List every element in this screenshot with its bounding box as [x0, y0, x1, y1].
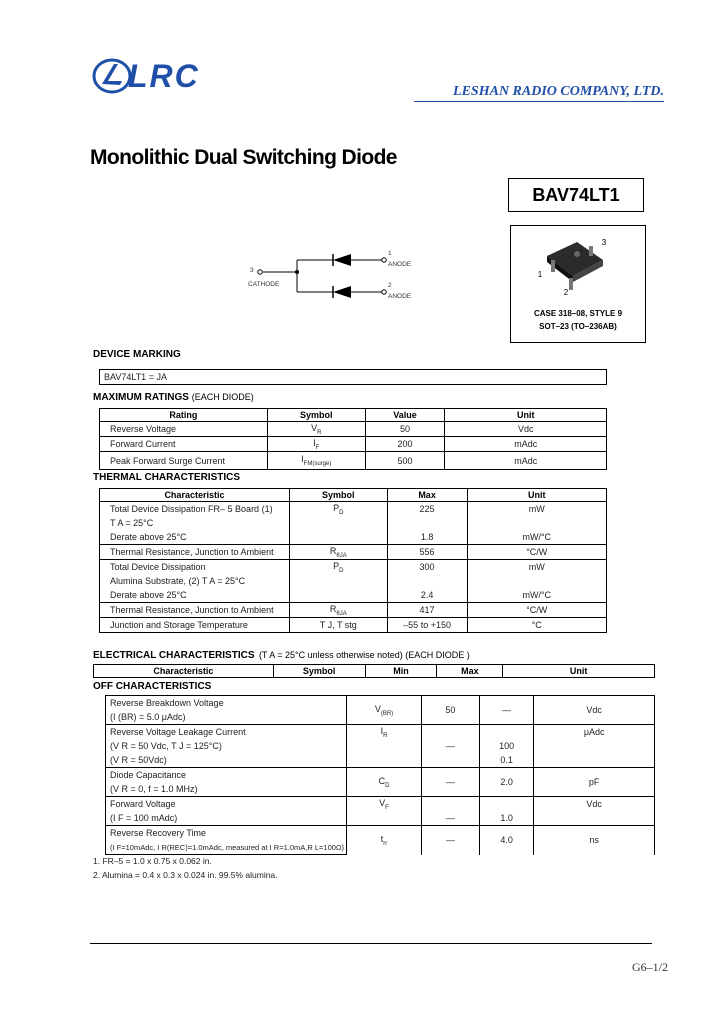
table-row: Reverse Voltage Leakage Current $I_R$ μAdc [106, 725, 655, 740]
col-rating: Rating [100, 409, 268, 422]
page-title: Monolithic Dual Switching Diode [90, 146, 397, 169]
col-unit: Unit [467, 489, 607, 502]
table-row: Peak Forward Surge Current $I_{FM(surge)}$ 500 mAdc [100, 452, 607, 470]
table-row: Reverse Recovery Time $t_{rr}$ — 4.0 ns [106, 826, 655, 841]
table-row: (I F=10mAdc, I R(REC)=1.0mAdc, measured at I R=1.0mA,R L=100Ω) [106, 840, 655, 855]
col-max: Max [387, 489, 467, 502]
table-row: Thermal Resistance, Junction to Ambient $R_{\theta JA}$ 417 °C/W [100, 603, 607, 618]
table-row: Total Device Dissipation $P_D$ 300 mW [100, 560, 607, 575]
note-1: 1. FR–5 = 1.0 x 0.75 x 0.062 in. [93, 856, 212, 866]
col-unit: Unit [503, 665, 655, 678]
company-name: LESHAN RADIO COMPANY, LTD. [453, 84, 664, 99]
thermal-table [99, 488, 607, 633]
case-style: CASE 318–08, STYLE 9 [533, 309, 623, 318]
anode2-label: ANODE [388, 293, 412, 300]
max-ratings-heading: MAXIMUM RATINGS [93, 392, 189, 403]
col-characteristic: Characteristic [94, 665, 274, 678]
pin3-label: 3 [250, 267, 254, 274]
col-symbol: Symbol [289, 489, 387, 502]
device-marking-heading: DEVICE MARKING [93, 349, 181, 360]
pkg-pin2: 2 [563, 288, 569, 297]
package-box [510, 225, 646, 343]
logo-text: LRC [128, 58, 200, 94]
table-row: Junction and Storage Temperature T J, T stg –55 to +150 °C [100, 618, 607, 633]
device-marking-value: BAV74LT1 = JA [100, 370, 607, 385]
max-ratings-note: (EACH DIODE) [191, 392, 254, 402]
col-min: Min [365, 665, 437, 678]
table-row: Reverse Voltage $V_R$ 50 Vdc [100, 422, 607, 437]
pin2-label: 2 [388, 282, 392, 289]
table-row: Derate above 25°C 1.8 mW/°C [100, 530, 607, 545]
pkg-pin3: 3 [601, 238, 607, 247]
thermal-heading: THERMAL CHARACTERISTICS [93, 472, 241, 483]
electrical-header-table [93, 664, 655, 678]
table-row: (I F = 100 mAdc) — 1.0 [106, 811, 655, 826]
footer-rule [90, 943, 652, 944]
table-row: (I (BR) = 5.0 μAdc) [106, 710, 655, 725]
col-unit: Unit [445, 409, 607, 422]
diode-schematic [245, 248, 425, 304]
anode1-label: ANODE [388, 261, 412, 268]
table-row: Forward Voltage $V_F$ Vdc [106, 797, 655, 812]
table-row: (V R = 0, f = 1.0 MHz) [106, 782, 655, 797]
electrical-note: (T A = 25°C unless otherwise noted) (EACH DIODE ) [258, 650, 470, 660]
electrical-table [105, 695, 655, 855]
table-row: Forward Current $I_F$ 200 mAdc [100, 437, 607, 452]
pin1-label: 1 [388, 250, 392, 257]
electrical-heading: ELECTRICAL CHARACTERISTICS [93, 650, 255, 661]
col-symbol: Symbol [273, 665, 365, 678]
table-row: Reverse Breakdown Voltage $V_{(BR)}$ 50 — Vdc [106, 696, 655, 711]
table-row: T A = 25°C [100, 516, 607, 530]
max-ratings-heading-row [93, 392, 254, 403]
company-underline [414, 101, 664, 102]
part-number-box: BAV74LT1 [508, 178, 644, 212]
table-row: (V R = 50 Vdc, T J = 125°C) — 100 [106, 739, 655, 753]
page-id: G6–1/2 [632, 960, 668, 974]
note-2: 2. Alumina = 0.4 x 0.3 x 0.024 in. 99.5% alumina. [93, 870, 278, 880]
col-characteristic: Characteristic [100, 489, 290, 502]
max-ratings-table [99, 408, 607, 470]
col-max: Max [437, 665, 503, 678]
table-row: Total Device Dissipation FR– 5 Board (1) $P_D$ 225 mW [100, 502, 607, 517]
table-row: Thermal Resistance, Junction to Ambient $R_{\theta JA}$ 556 °C/W [100, 545, 607, 560]
table-row: Diode Capacitance $C_D$ — 2.0 pF [106, 768, 655, 783]
pkg-pin1: 1 [537, 270, 543, 279]
col-symbol: Symbol [267, 409, 365, 422]
electrical-heading-row [93, 645, 470, 663]
table-row: Derate above 25°C 2.4 mW/°C [100, 588, 607, 603]
cathode-label: CATHODE [248, 281, 280, 288]
sot23-package-icon [511, 226, 645, 306]
device-marking-table [99, 369, 607, 385]
sot-package: SOT–23 (TO–236AB) [539, 322, 617, 331]
col-value: Value [365, 409, 445, 422]
off-characteristics-heading: OFF CHARACTERISTICS [93, 681, 212, 692]
table-row: (V R = 50Vdc) 0.1 [106, 753, 655, 768]
table-row: Alumina Substrate, (2) T A = 25°C [100, 574, 607, 588]
